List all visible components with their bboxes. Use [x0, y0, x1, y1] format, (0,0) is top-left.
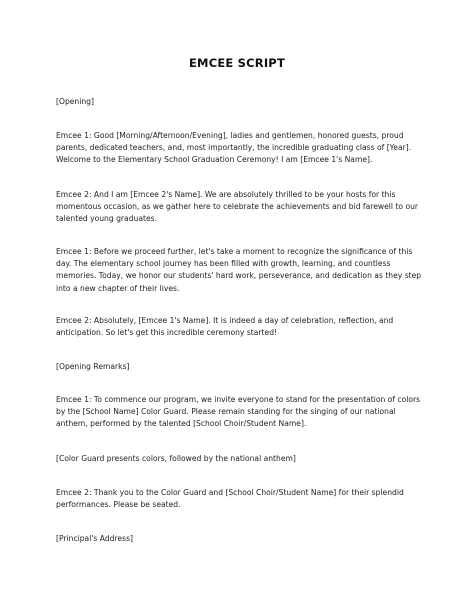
script-paragraph: Emcee 2: And I am [Emcee 2's Name]. We are absolutely thrilled to be your hosts for this momentous occasion, as we gather here to celebrate the achievements and bid farewell to our talented young graduates. — [56, 190, 419, 224]
script-paragraph: Emcee 2: Absolutely, [Emcee 1's Name]. It is indeed a day of celebration, reflection, and anticipation. So let's get this incredible ceremony started! — [56, 316, 394, 338]
section-heading-principals-address: [Principal's Address] — [56, 534, 133, 543]
script-paragraph: Emcee 2: Thank you to the Color Guard and [School Choir/Student Name] for their splendid performances. Please be seated. — [56, 488, 404, 510]
section-heading-opening: [Opening] — [56, 97, 94, 106]
stage-direction: [Color Guard presents colors, followed by the national anthem] — [56, 454, 296, 463]
script-paragraph: Emcee 1: Good [Morning/Afternoon/Evening], ladies and gentlemen, honored guests, proud parents, dedicated teachers, and, most importantly, the incredible graduating class of [Year]. Welcome to the Elementary School Graduation Ceremony! I am [Emcee 1's Name]. — [56, 131, 412, 165]
script-paragraph: Emcee 1: Before we proceed further, let's take a moment to recognize the significance of this day. The elementary school journey has been filled with growth, learning, and countless memories. Today, we honor our students' hard work, perseverance, and dedication as they step into a new chapter of their lives. — [56, 247, 422, 293]
section-heading-opening-remarks: [Opening Remarks] — [56, 362, 130, 371]
script-paragraph: Emcee 1: To commence our program, we invite everyone to stand for the presentation of colors by the [School Name] Color Guard. Please remain standing for the singing of our national anthem, performed by the talented [School Choir/Student Name]. — [56, 395, 421, 429]
document-title: EMCEE SCRIPT — [189, 56, 285, 70]
